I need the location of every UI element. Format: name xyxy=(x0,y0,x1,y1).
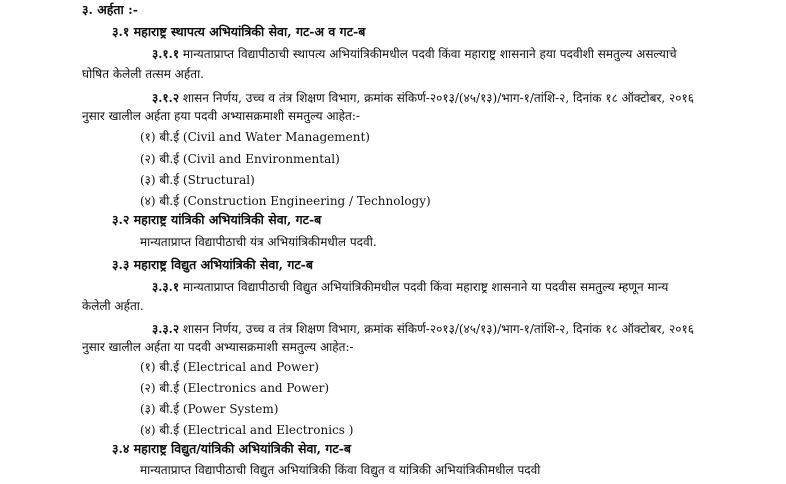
list-item-3-3-4: (४) बी.ई (Electrical and Electronics ) xyxy=(140,423,354,437)
para-3-1-2-line2: नुसार खालील अर्हता हया पदवी अभ्यासक्रमाशी समतुल्य आहेत:- xyxy=(82,109,360,123)
section-heading: ३. अर्हता :- xyxy=(82,2,138,17)
list-item-3-1-1: (१) बी.ई (Civil and Water Management) xyxy=(140,130,370,144)
para-3-1-1-line1 xyxy=(152,46,734,62)
subsection-title-3-3: ३.३ महाराष्ट्र विद्युत अभियांत्रिकी सेवा, गट-ब xyxy=(112,257,313,272)
para-3-3-2-line2: नुसार खालील अर्हता या पदवी अभ्यासक्रमाशी समतुल्य आहेत:- xyxy=(82,340,354,354)
para-3-1-2-line1 xyxy=(152,90,734,106)
para-3-1-2-number: ३.१.२ xyxy=(152,91,180,105)
list-item-3-3-2: (२) बी.ई (Electronics and Power) xyxy=(140,381,330,395)
para-3-4-line1: मान्यताप्राप्त विद्यापीठाची विद्युत अभियांत्रिकी किंवा विद्युत व यांत्रिकी अभियांत्रिकीमधील पदवी xyxy=(140,463,541,477)
list-item-3-1-3: (३) बी.ई (Structural) xyxy=(140,173,255,187)
para-3-1-2-text: शासन निर्णय, उच्च व तंत्र शिक्षण विभाग, क्रमांक संकिर्ण-२०१३/(४५/१३)/भाग-१/तांशि-२, दिनांक १८ ऑक्टोबर, २०१६ xyxy=(182,91,694,105)
para-3-3-2-line1 xyxy=(152,321,734,337)
para-3-3-2-number: ३.३.२ xyxy=(152,322,180,336)
list-item-3-3-1: (१) बी.ई (Electrical and Power) xyxy=(140,360,319,374)
list-item-3-1-2: (२) बी.ई (Civil and Environmental) xyxy=(140,152,340,166)
para-3-2-line1: मान्यताप्राप्त विद्यापीठाची यंत्र अभियांत्रिकीमधील पदवी. xyxy=(140,235,377,249)
subsection-title-3-2: ३.२ महाराष्ट्र यांत्रिकी अभियांत्रिकी सेवा, गट-ब xyxy=(112,212,322,227)
para-3-3-1-text: मान्यताप्राप्त विद्यापीठाची विद्युत अभियांत्रिकीमधील पदवी किंवा महाराष्ट्र शासनाने या पदवीस समतुल्य म्हणून मान्य xyxy=(182,280,669,294)
para-3-3-1-line2: केलेली अर्हता. xyxy=(82,299,144,313)
list-item-3-3-3: (३) बी.ई (Power System) xyxy=(140,402,279,416)
subsection-title-3-4: ३.४ महाराष्ट्र विद्युत/यांत्रिकी अभियांत्रिकी सेवा, गट-ब xyxy=(112,441,352,456)
para-3-1-1-text: मान्यताप्राप्त विद्यापीठाची स्थापत्य अभियांत्रिकीमधील पदवी किंवा महाराष्ट्र शासनाने हया पदवीशी समतुल्य असल्याचे xyxy=(182,47,677,61)
para-3-1-1-number: ३.१.१ xyxy=(152,47,180,61)
para-3-3-1-number: ३.३.१ xyxy=(152,280,180,294)
para-3-3-2-text: शासन निर्णय, उच्च व तंत्र शिक्षण विभाग, क्रमांक संकिर्ण-२०१३/(४५/१३)/भाग-१/तांशि-२, दिनांक १८ ऑक्टोबर, २०१६ xyxy=(182,322,694,336)
para-3-1-1-line2: घोषित केलेली तत्सम अर्हता. xyxy=(82,67,204,81)
subsection-title-3-1: ३.१ महाराष्ट्र स्थापत्य अभियांत्रिकी सेवा, गट-अ व गट-ब xyxy=(112,24,366,39)
list-item-3-1-4: (४) बी.ई (Construction Engineering / Technology) xyxy=(140,194,431,208)
para-3-3-1-line1 xyxy=(152,279,734,295)
